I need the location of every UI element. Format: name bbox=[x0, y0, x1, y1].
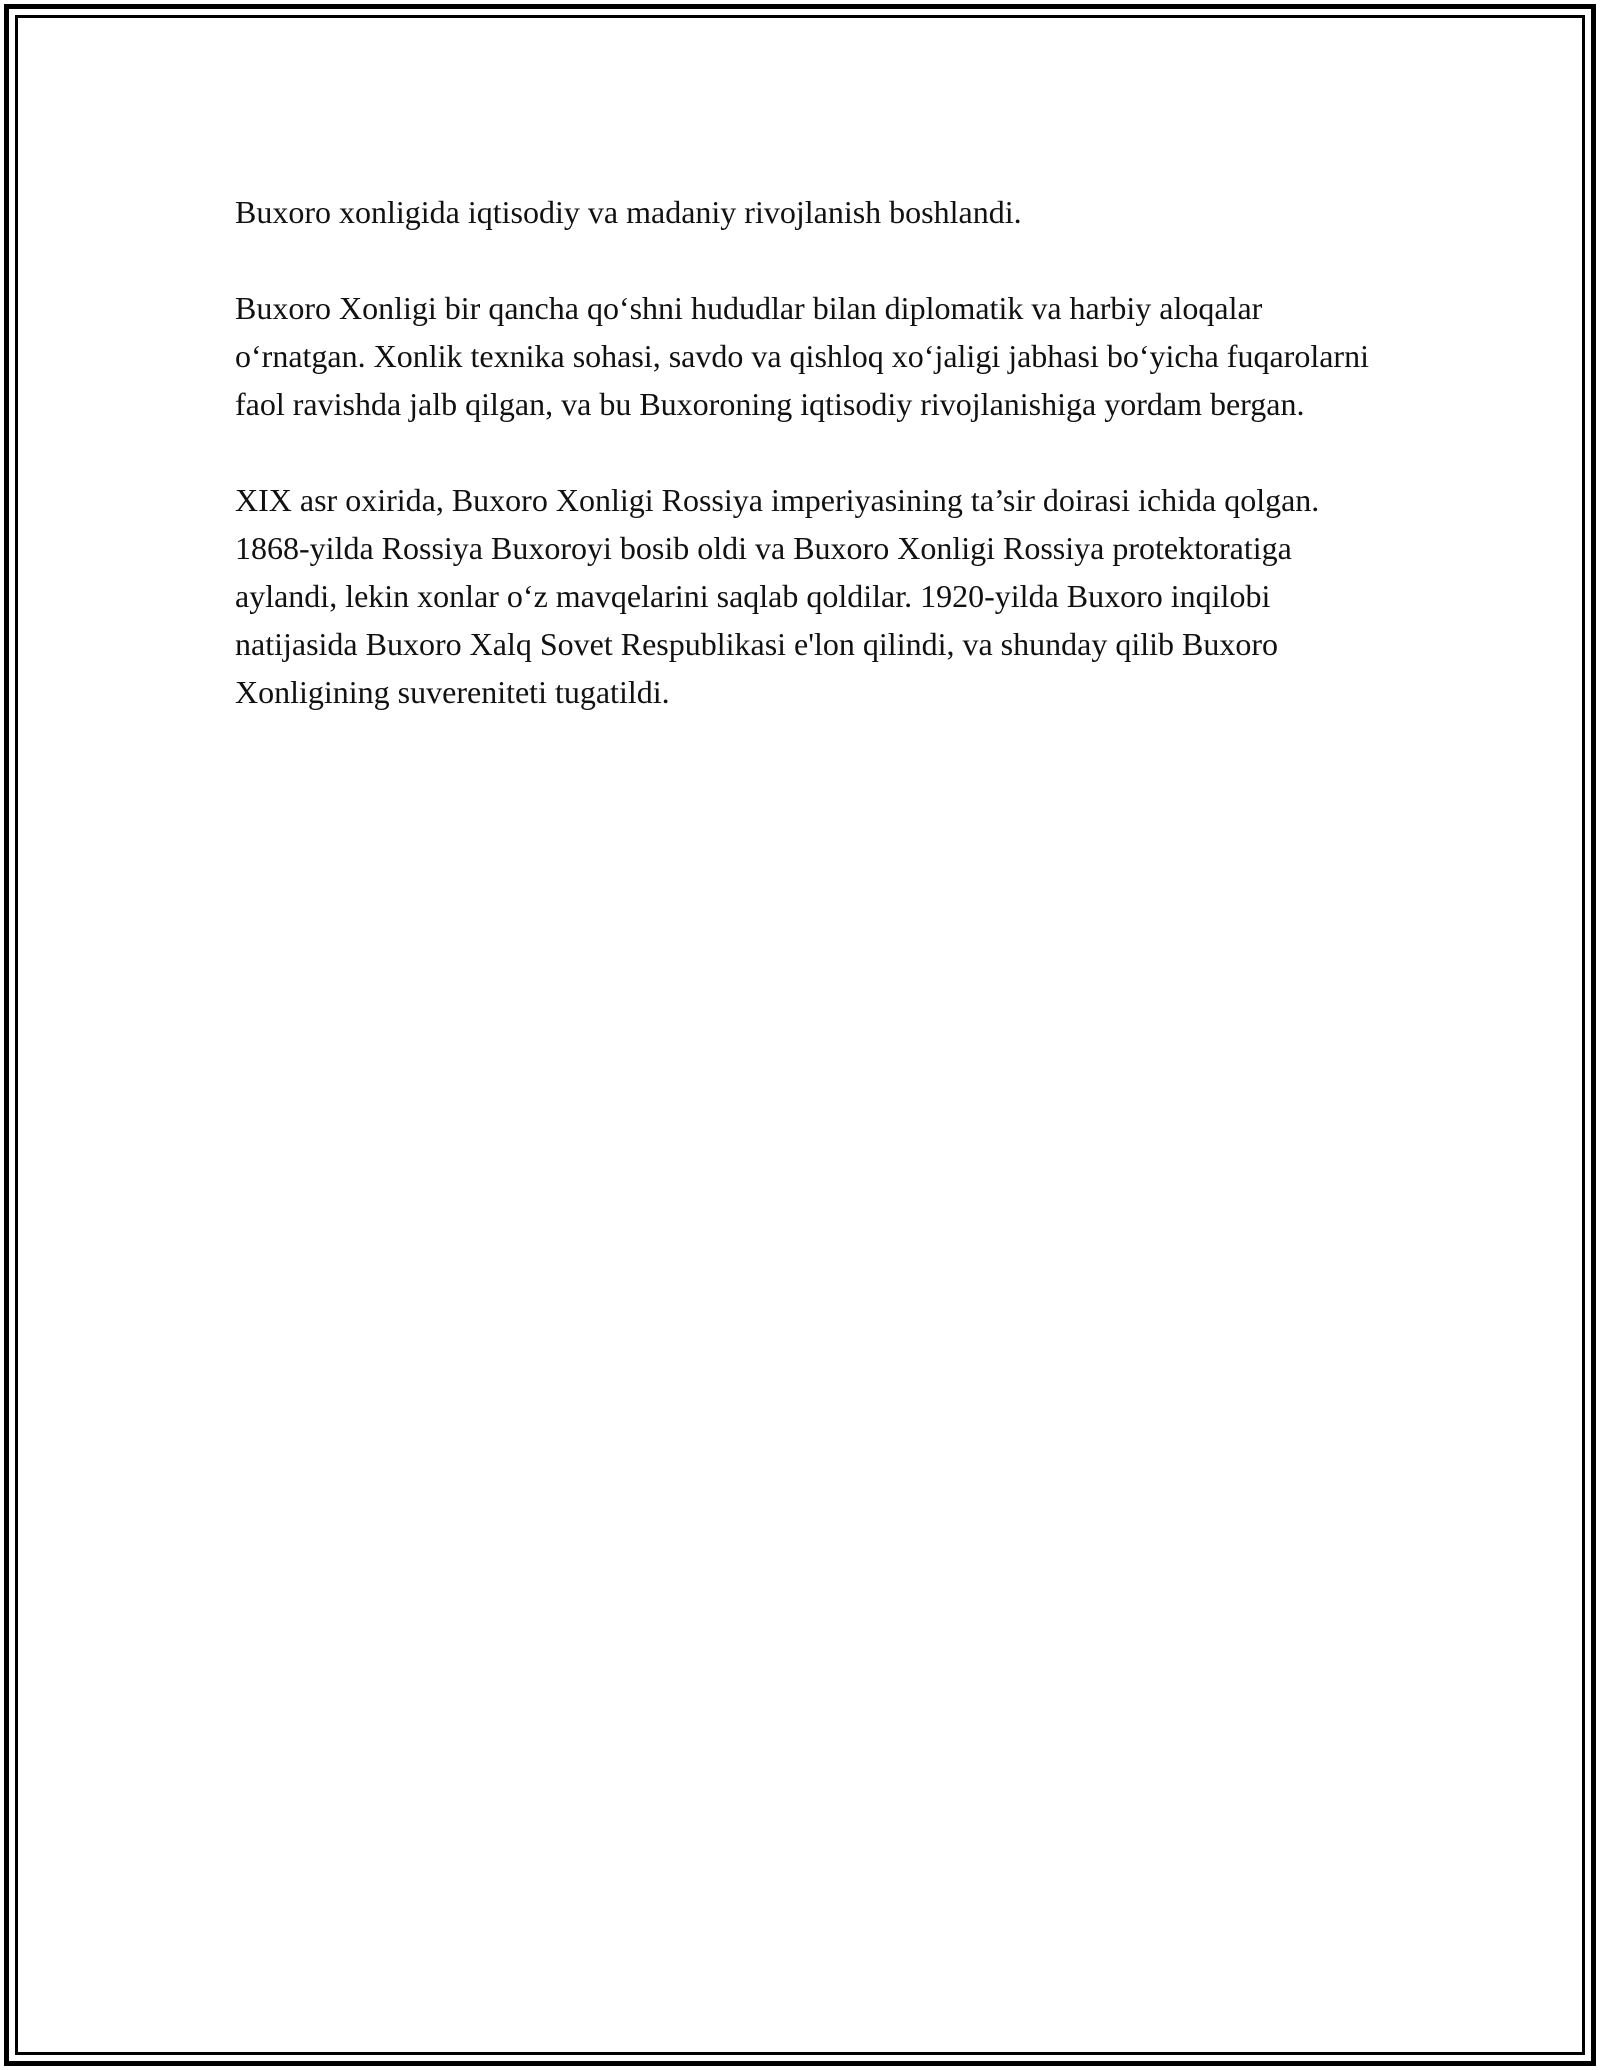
document-body bbox=[235, 188, 1375, 764]
paragraph-diplomacy-economy: Buxoro Xonligi bir qancha qo‘shni hududlar bilan diplomatik va harbiy aloqalar o‘rnatgan. Xonlik texnika sohasi, savdo va qishloq xo‘jaligi jabhasi bo‘yicha fuqarolarni faol ravishda jalb qilgan, va bu Buxoroning iqtisodiy rivojlanishiga yordam bergan. bbox=[235, 290, 1369, 422]
paragraph-intro: Buxoro xonligida iqtisodiy va madaniy rivojlanish boshlandi. bbox=[235, 194, 1022, 230]
paragraph-russian-protectorate: XIX asr oxirida, Buxoro Xonligi Rossiya imperiyasining ta’sir doirasi ichida qolgan. 1868-yilda Rossiya Buxoroyi bosib oldi va Buxoro Xonligi Rossiya protektoratiga aylandi, lekin xonlar o‘z mavqelarini saqlab qoldilar. 1920-yilda Buxoro inqilobi natijasida Buxoro Xalq Sovet Respublikasi e'lon qilindi, va shunday qilib Buxoro Xonligining suvereniteti tugatildi. bbox=[235, 482, 1320, 710]
